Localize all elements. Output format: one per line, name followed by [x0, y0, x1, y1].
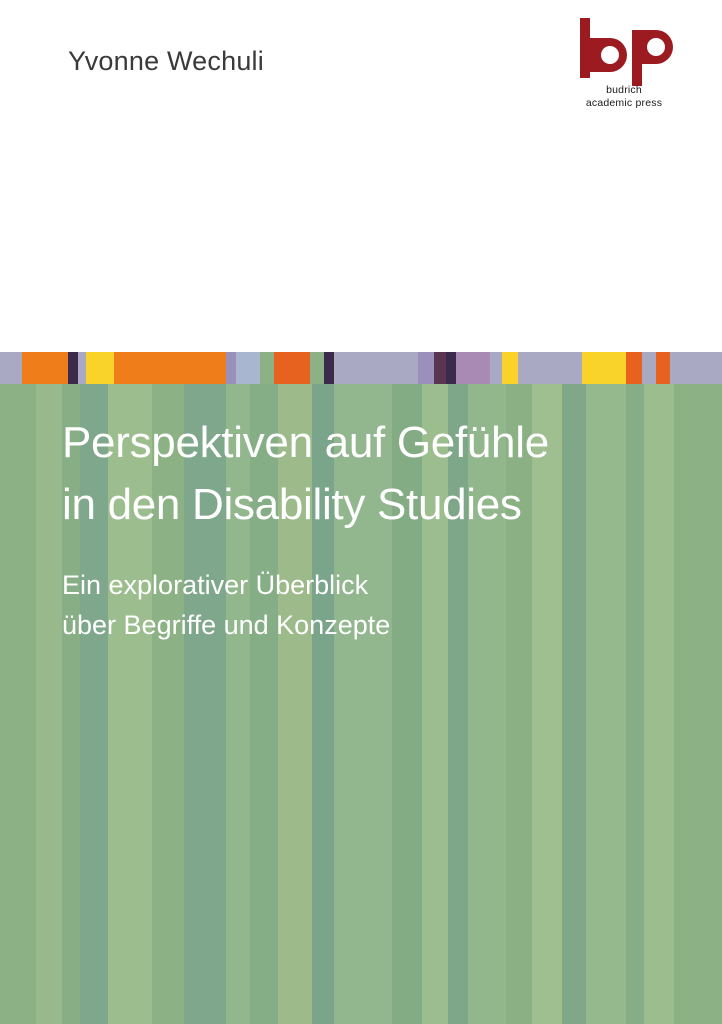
band-segment-1 — [22, 352, 68, 384]
publisher-name-line-2: academic press — [585, 96, 663, 109]
title-line-1: Perspektiven auf Gefühle — [62, 418, 549, 467]
band-segment-5 — [114, 352, 226, 384]
band-segment-11 — [324, 352, 334, 384]
band-segment-16 — [456, 352, 490, 384]
subtitle-line-1: Ein explorativer Überblick — [62, 570, 369, 600]
band-segment-14 — [434, 352, 446, 384]
band-segment-3 — [78, 352, 86, 384]
author-name: Yvonne Wechuli — [68, 46, 264, 76]
publisher-logo-mark — [566, 16, 682, 86]
band-segment-17 — [490, 352, 502, 384]
band-segment-15 — [446, 352, 456, 384]
band-segment-23 — [642, 352, 656, 384]
band-segment-18 — [502, 352, 518, 384]
band-segment-4 — [86, 352, 114, 384]
band-segment-7 — [236, 352, 260, 384]
stripe-1 — [36, 352, 62, 1024]
publisher-name — [566, 84, 682, 109]
band-segment-20 — [530, 352, 582, 384]
band-segment-24 — [656, 352, 670, 384]
band-segment-13 — [418, 352, 434, 384]
cover-art-panel — [0, 352, 722, 1024]
band-segment-10 — [310, 352, 324, 384]
subtitle-line-2: über Begriffe und Konzepte — [62, 610, 391, 640]
band-segment-9 — [274, 352, 310, 384]
band-segment-6 — [226, 352, 236, 384]
band-segment-21 — [582, 352, 626, 384]
color-band — [0, 352, 722, 384]
book-title — [62, 412, 682, 536]
band-segment-19 — [518, 352, 530, 384]
title-line-2: in den Disability Studies — [62, 480, 522, 529]
publisher-name-line-1: budrich — [606, 84, 642, 96]
publisher-logo — [566, 16, 682, 108]
band-segment-8 — [260, 352, 274, 384]
book-subtitle — [62, 565, 682, 645]
band-segment-25 — [670, 352, 722, 384]
band-segment-12 — [334, 352, 418, 384]
band-segment-0 — [0, 352, 22, 384]
band-segment-22 — [626, 352, 642, 384]
bp-monogram-icon — [566, 16, 682, 86]
stripe-0 — [0, 352, 36, 1024]
band-segment-2 — [68, 352, 78, 384]
